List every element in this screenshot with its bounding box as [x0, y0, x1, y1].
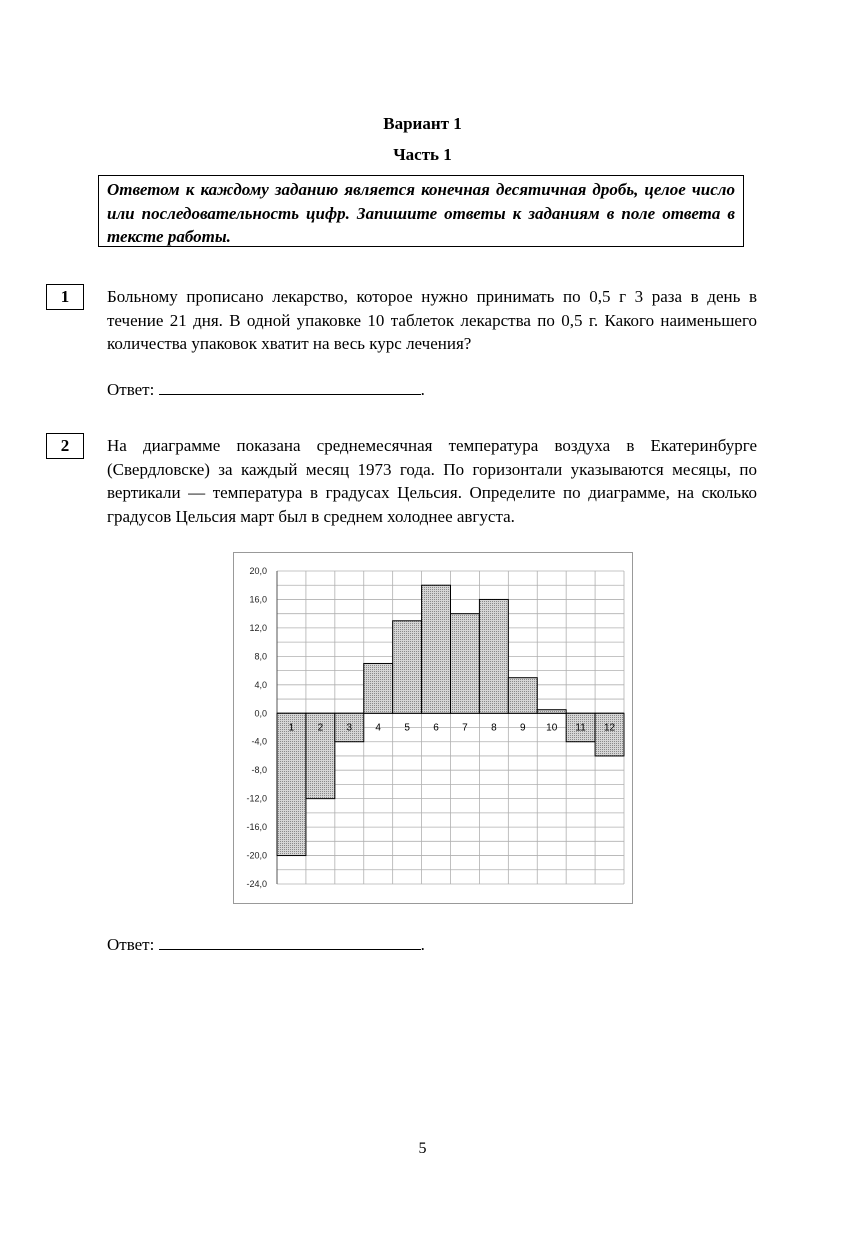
- y-tick-label: 12,0: [249, 622, 267, 633]
- y-tick-label: 4,0: [254, 679, 267, 690]
- task-2-text: На диаграмме показана среднемесячная температура воздуха в Екатеринбурге (Свердловске) за каждый месяц 1973 года. По горизонтали указываются месяцы, по вертикали — температура в градусах Цельсия. Определите по диаграмме, на сколько градусов Цельсия март был в среднем холоднее августа.: [107, 436, 757, 526]
- bar-month-9: [508, 678, 537, 714]
- task-2-answer-line: [107, 933, 425, 955]
- x-tick-label: 11: [575, 722, 586, 734]
- x-tick-label: 6: [433, 722, 439, 734]
- y-tick-label: 0,0: [254, 708, 267, 719]
- answer-blank[interactable]: [159, 378, 421, 395]
- temperature-chart-frame: [233, 552, 633, 904]
- x-tick-label: 3: [346, 722, 353, 734]
- answer-end: .: [420, 935, 425, 954]
- y-tick-label: 20,0: [249, 566, 267, 576]
- temperature-chart: [234, 553, 632, 903]
- part-title: Часть 1: [393, 145, 452, 164]
- y-tick-label: -24,0: [246, 879, 267, 889]
- answer-end: .: [420, 380, 425, 399]
- variant-title: Вариант 1: [383, 114, 462, 133]
- bar-month-10: [537, 710, 566, 714]
- y-tick-label: -16,0: [246, 822, 267, 833]
- y-tick-label: -20,0: [246, 850, 267, 861]
- bar-month-12: [595, 713, 624, 756]
- answer-label: Ответ:: [107, 380, 155, 399]
- x-tick-label: 12: [603, 722, 616, 734]
- y-tick-label: -12,0: [246, 793, 267, 804]
- x-tick-label: 5: [404, 722, 410, 734]
- task-number-box: 1: [46, 284, 84, 310]
- x-tick-label: 10: [546, 722, 558, 734]
- x-tick-label: 4: [375, 722, 381, 734]
- x-tick-label: 1: [288, 722, 295, 734]
- x-tick-label: 7: [462, 722, 468, 734]
- bar-month-5: [393, 621, 422, 713]
- y-tick-label: -8,0: [251, 765, 267, 776]
- bar-month-8: [479, 599, 508, 713]
- instructions-box: Ответом к каждому заданию является конечная десятичная дробь, целое число или последовательность цифр. Запишите ответы к заданиям в поле ответа в тексте работы.: [98, 175, 744, 247]
- bar-month-1: [277, 713, 306, 855]
- answer-label: Ответ:: [107, 935, 155, 954]
- task-1-text: Больному прописано лекарство, которое нужно принимать по 0,5 г 3 раза в день в течение 21 дня. В одной упаковке 10 таблеток лекарства по 0,5 г. Какого наименьшего количества упаковок хватит на весь курс лечения?: [107, 287, 757, 353]
- task-1-answer-line: [107, 378, 425, 400]
- page-number: 5: [418, 1140, 427, 1157]
- y-tick-label: 8,0: [254, 651, 267, 662]
- x-tick-label: 8: [491, 722, 497, 734]
- bar-month-7: [451, 614, 480, 714]
- task-number-box: 2: [46, 433, 84, 459]
- y-tick-label: -4,0: [251, 736, 267, 747]
- answer-blank[interactable]: [159, 933, 421, 950]
- x-tick-label: 2: [317, 722, 324, 734]
- x-tick-label: 9: [520, 722, 526, 734]
- bar-month-4: [364, 663, 393, 713]
- y-tick-label: 16,0: [249, 594, 267, 605]
- bar-month-6: [422, 585, 451, 713]
